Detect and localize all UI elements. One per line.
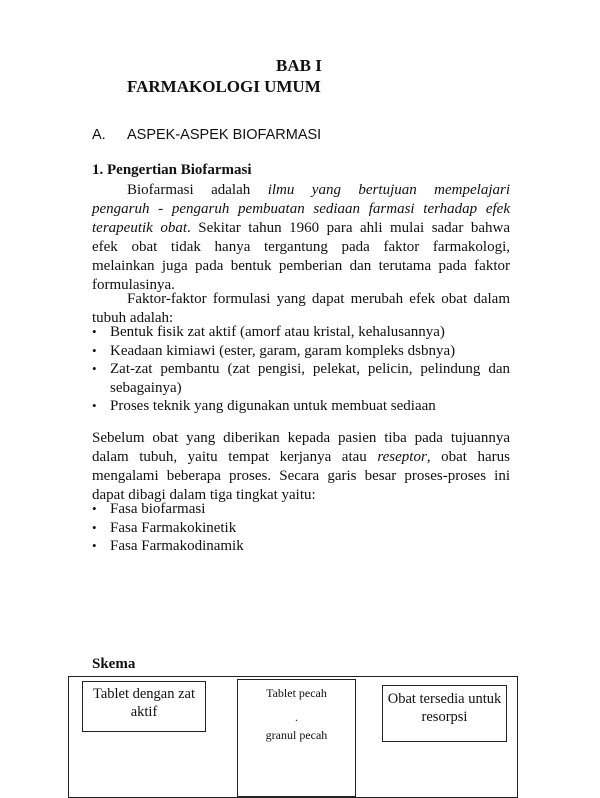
schema-box-disintegration — [237, 679, 356, 797]
paragraph-line: tubuh adalah: — [92, 310, 174, 326]
section-title: ASPEK-ASPEK BIOFARMASI — [127, 127, 322, 143]
schema-box-text: granul pecah — [265, 728, 328, 742]
bullet-icon: • — [92, 398, 97, 413]
schema-box-text: . — [295, 710, 298, 724]
schema-label: Skema — [92, 656, 136, 672]
paragraph-italic-text: reseptor — [377, 449, 427, 465]
list-item: • Keadaan kimiawi (ester, garam, garam kompleks dsbnya) — [92, 342, 456, 359]
paragraph-line: efek obat tidak hanya tergantung pada faktor farmakologi, — [92, 239, 510, 255]
paragraph-text: . Sekitar tahun 1960 para ahli mulai sadar bahwa — [187, 220, 511, 236]
paragraph-text: Biofarmasi adalah — [127, 182, 268, 198]
bullet-icon: • — [92, 324, 97, 339]
schema-box-text: Tablet pecah — [266, 686, 327, 700]
chapter-title: FARMAKOLOGI UMUM — [127, 77, 321, 96]
bullet-icon: • — [92, 342, 97, 358]
bullet-icon: • — [92, 519, 97, 535]
list-item: • Proses teknik yang digunakan untuk membuat sediaan — [92, 398, 436, 414]
list-item: • Zat-zat pembantu (zat pengisi, pelekat, pelicin, pelindung dan sebagainya) — [92, 361, 510, 396]
schema-box-resorption: Obat tersedia untuk resorpsi — [382, 685, 507, 742]
phases-list — [92, 500, 510, 556]
paragraph-biofarmasi-definition — [92, 181, 510, 295]
paragraph-line: melainkan juga pada bentuk pemberian dan terutama pada faktor — [92, 258, 510, 274]
list-item: • Fasa Farmakokinetik — [92, 519, 237, 536]
subsection-title: 1. Pengertian Biofarmasi — [92, 162, 252, 178]
paragraph-line: formulasinya. — [92, 277, 175, 293]
paragraph-line: dapat dibagi dalam tiga tingkat yaitu: — [92, 487, 316, 503]
paragraph-processes: Sebelum obat yang diberikan kepada pasien tiba pada tujuannya dalam tubuh, yaitu tempat kerjanya atau reseptor, obat harus mengalami beberapa proses. Secara garis besar proses-proses ini dapat dibagi dalam tiga tingkat yaitu: — [92, 430, 510, 503]
list-item: • Fasa biofarmasi — [92, 501, 206, 517]
paragraph-line: Sebelum obat yang diberikan kepada pasien tiba pada tujuannya — [92, 430, 510, 446]
factors-list — [92, 323, 510, 416]
paragraph-line: mengalami beberapa proses. Secara garis besar proses-proses ini — [92, 468, 510, 484]
paragraph-italic-text: pengaruh - pengaruh pembuatan sediaan farmasi terhadap efek — [92, 201, 510, 217]
paragraph-italic-text: ilmu yang bertujuan mempelajari — [267, 182, 510, 198]
schema-box-tablet: Tablet dengan zat aktif — [82, 681, 206, 732]
paragraph-text: Faktor-faktor formulasi yang dapat merubah efek obat dalam — [127, 291, 510, 307]
paragraph-italic-text: terapeutik obat — [92, 220, 188, 236]
bullet-icon: • — [92, 538, 97, 553]
chapter-heading: BAB I — [276, 56, 322, 75]
section-number: A. — [92, 127, 106, 143]
list-item: • Bentuk fisik zat aktif (amorf atau kristal, kehalusannya) — [92, 324, 445, 340]
list-item: • Fasa Farmakodinamik — [92, 538, 244, 554]
bullet-icon: • — [92, 501, 97, 516]
bullet-icon: • — [92, 361, 97, 376]
